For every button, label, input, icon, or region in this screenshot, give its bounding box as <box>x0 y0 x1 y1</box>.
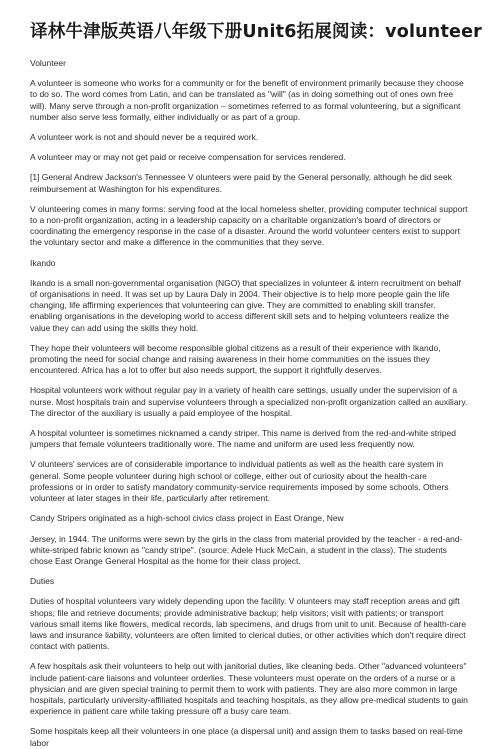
document-body <box>30 58 470 749</box>
document-title: 译林牛津版英语八年级下册Unit6拓展阅读：volunteer <box>30 22 482 42</box>
paragraph-importance: V olunteers' services are of considerable importance to individual patients as well as the health care system in general. Some people volunteer during high school or college, either out of curiosity about the health-care professions or in order to satisfy mandatory community-service requirements imposed by some schools. Others volunteer at later stages in their life, particularly after retirement. <box>30 459 449 504</box>
paragraph-hospital-volunteers: Hospital volunteers work without regular pay in a variety of health care settings, usually under the supervision of a nurse. Most hospitals train and supervise volunteers through a specialized non-profit organization called an auxiliary. The director of the auxiliary is usually a paid employee of the hospital. <box>30 385 468 418</box>
paragraph-dispersal-unit: Some hospitals keep all their volunteers in one place (a dispersal unit) and assign them to tasks based on real-time labor <box>30 726 463 748</box>
paragraph-origin: Candy Stripers originated as a high-school civics class project in East Orange, New <box>30 513 344 524</box>
paragraph-volunteer-definition: A volunteer is someone who works for a community or for the benefit of environment primarily because they choose to do so. The word comes from Latin, and can be translated as "will" (as in doing something out of ones own free will). Many serve through a non-profit organization – sometimes referred to as formal volunteering, but a significant number also serve less formally, either individually or as part of a group. <box>30 78 464 122</box>
section-heading-duties: Duties <box>30 576 55 587</box>
paragraph-advanced-volunteers: A few hospitals ask their volunteers to help out with janitorial duties, like cleaning beds. Other "advanced volunteers" include patient-care liaisons and volunteer orderlies. These volunteers must operate on the orders of a nurse or a physician and are given special training to permit them to work with patients. They are also more common in large hospitals, particularly university-affiliated hospitals and teaching hospitals, as they allow pre-medical students to gain experience in patient care while taking pressure off a busy care team. <box>30 661 468 717</box>
paragraph-duties: Duties of hospital volunteers vary widely depending upon the facility. V olunteers may staff reception areas and gift shops; file and retrieve documents; provide administrative backup; help visitors; visit with patients; or transport various small items like flowers, medical records, lab specimens, and drugs from unit to unit. Because of health-care laws and insurance liability, volunteers are often limited to clerical duties, or other activities which don't require direct contact with patients. <box>30 596 467 652</box>
paragraph-jackson: [1] General Andrew Jackson's Tennessee V olunteers were paid by the General personally, although he did seek reimbursement at Washington for his expenditures. <box>30 172 452 194</box>
section-heading-volunteer: Volunteer <box>30 58 66 68</box>
paragraph-not-required: A volunteer work is not and should never be a required work. <box>30 132 259 143</box>
paragraph-ikando-intro: Ikando is a small non-governmental organisation (NGO) that specializes in volunteer & intern recruitment on behalf of organisations in need. It was set up by Laura Daly in 2004. Their objective is to help more people gain the life changing, life affirming experiences that volunteering can give. They are committed to enabling skill transfer. enabling organisations in the developing world to access different skill sets and to helping volunteers realize the value they can add using the skills they hold. <box>30 277 461 333</box>
paragraph-forms: V olunteering comes in many forms: serving food at the local homeless shelter, providing computer technical support to a non-profit organization, acting in a leadership capacity on a charitable organization's board of directors or coordinating the emergency response in the case of a disaster. Around the world volunteer centers exist to support the voluntary sector and make a difference in the communities that they serve. <box>30 203 468 248</box>
paragraph-uniforms: Jersey, in 1944. The uniforms were sewn by the girls in the class from material provided by the teacher - a red-and-white-striped fabric known as "candy stripe". (source: Adele Huck McCain, a student in the class). The students chose East Orange General Hospital as the home for their class project. <box>30 533 463 566</box>
paragraph-ikando-goals: They hope their volunteers will become responsible global citizens as a result of their experience with Ikando, promoting the need for social change and raising awareness in their home communities on the issues they encountered. Africa has a lot to offer but also needs support, the support it rightfully deserves. <box>30 342 441 376</box>
paragraph-compensation: A volunteer may or may not get paid or receive compensation for services rendered. <box>30 152 346 163</box>
section-heading-ikando: Ikando <box>30 257 56 268</box>
paragraph-candy-striper: A hospital volunteer is sometimes nicknamed a candy striper. This name is derived from the red-and-white striped jumpers that female volunteers traditionally wore. The name and uniform are used less frequently now. <box>30 428 456 450</box>
